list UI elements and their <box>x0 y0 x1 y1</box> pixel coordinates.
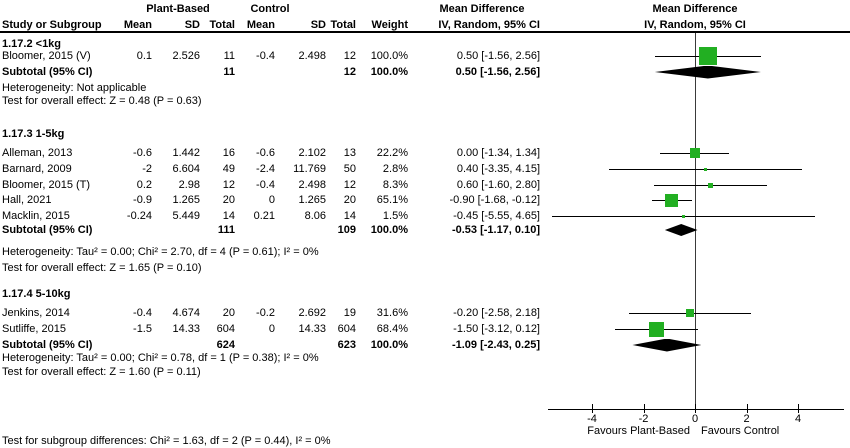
subtotal-pb-total: 624 <box>216 339 235 351</box>
col-c-sd: SD <box>310 19 326 31</box>
study-weight: 100.0% <box>370 50 408 62</box>
study-pb-sd: 4.674 <box>172 307 200 319</box>
md-header-left: Mean Difference <box>439 3 525 15</box>
study-weight: 65.1% <box>376 194 408 206</box>
study-weight: 31.6% <box>376 307 408 319</box>
study-pb-sd: 14.33 <box>172 323 200 335</box>
col-pb-total: Total <box>209 19 235 31</box>
study-pb-total: 16 <box>222 147 235 159</box>
md-header-plot: Mean Difference <box>652 3 738 15</box>
study-pb-mean: -0.6 <box>133 147 152 159</box>
study-name: Bloomer, 2015 (T) <box>2 179 91 191</box>
study-ci-text: 0.00 [-1.34, 1.34] <box>456 147 540 159</box>
subtotal-diamond <box>632 339 701 352</box>
study-ci-text: -0.20 [-2.58, 2.18] <box>453 307 540 319</box>
study-pb-sd: 2.526 <box>172 50 200 62</box>
study-name: Hall, 2021 <box>2 194 52 206</box>
study-pb-total: 604 <box>216 323 235 335</box>
subtotal-label: Subtotal (95% CI) <box>2 224 93 236</box>
study-pb-mean: -0.24 <box>126 210 152 222</box>
study-c-total: 13 <box>343 147 356 159</box>
study-name: Alleman, 2013 <box>2 147 73 159</box>
study-name: Bloomer, 2015 (V) <box>2 50 91 62</box>
study-pb-sd: 1.442 <box>172 147 200 159</box>
study-c-mean: -0.4 <box>256 50 275 62</box>
method-header-plot: IV, Random, 95% CI <box>644 19 746 31</box>
study-c-sd: 14.33 <box>298 323 326 335</box>
study-c-total: 50 <box>343 163 356 175</box>
zero-line <box>695 33 696 409</box>
effect-square <box>708 183 713 188</box>
col-study: Study or Subgroup <box>2 19 102 31</box>
study-name: Jenkins, 2014 <box>2 307 70 319</box>
study-pb-mean: -0.9 <box>133 194 152 206</box>
subtotal-c-total: 12 <box>343 66 356 78</box>
col-c-mean: Mean <box>246 19 275 31</box>
effect-square <box>699 47 717 65</box>
subgroup-differences-test: Test for subgroup differences: Chi² = 1.63, df = 2 (P = 0.44), I² = 0% <box>2 435 331 447</box>
axis-tick-label: -2 <box>638 413 649 425</box>
study-pb-total: 20 <box>222 194 235 206</box>
axis-tick-label: -4 <box>587 413 597 425</box>
subtotal-diamond <box>655 66 761 79</box>
study-c-sd: 2.692 <box>298 307 326 319</box>
study-pb-sd: 6.604 <box>172 163 200 175</box>
study-weight: 2.8% <box>382 163 408 175</box>
study-pb-total: 12 <box>222 179 235 191</box>
subtotal-c-total: 109 <box>337 224 356 236</box>
study-c-mean: -0.2 <box>256 307 275 319</box>
study-pb-mean: 0.2 <box>136 179 152 191</box>
axis-tick-label: 4 <box>794 413 802 425</box>
study-pb-total: 14 <box>222 210 235 222</box>
overall-effect-text: Test for overall effect: Z = 1.60 (P = 0.11) <box>2 366 201 378</box>
study-ci-text: -0.90 [-1.68, -0.12] <box>449 194 540 206</box>
study-c-total: 12 <box>343 50 356 62</box>
overall-effect-text: Test for overall effect: Z = 1.65 (P = 0.10) <box>2 262 202 274</box>
study-c-sd: 8.06 <box>304 210 326 222</box>
axis-tick-label: 0 <box>691 413 699 425</box>
study-pb-mean: -1.5 <box>133 323 152 335</box>
subtotal-c-total: 623 <box>337 339 356 351</box>
effect-square <box>704 168 707 171</box>
study-weight: 8.3% <box>382 179 408 191</box>
study-c-total: 20 <box>343 194 356 206</box>
col-method: IV, Random, 95% CI <box>438 19 540 31</box>
subtotal-label: Subtotal (95% CI) <box>2 339 93 351</box>
col-pb-sd: SD <box>184 19 200 31</box>
study-name: Barnard, 2009 <box>2 163 72 175</box>
heterogeneity-text: Heterogeneity: Tau² = 0.00; Chi² = 0.78, df = 1 (P = 0.38); I² = 0% <box>2 352 319 364</box>
study-c-total: 604 <box>337 323 356 335</box>
study-c-sd: 2.498 <box>298 50 326 62</box>
study-ci-text: 0.50 [-1.56, 2.56] <box>456 50 540 62</box>
study-ci-text: 0.60 [-1.60, 2.80] <box>456 179 540 191</box>
axis-tick-label: 2 <box>743 413 750 425</box>
study-c-sd: 2.102 <box>298 147 326 159</box>
study-name: Macklin, 2015 <box>2 210 70 222</box>
favours-right-label: Favours Control <box>701 425 780 437</box>
effect-square <box>682 215 685 218</box>
study-pb-mean: -2 <box>142 163 152 175</box>
subtotal-label: Subtotal (95% CI) <box>2 66 93 78</box>
subtotal-weight: 100.0% <box>370 66 408 78</box>
study-c-mean: -0.6 <box>256 147 275 159</box>
subgroup-title: 1.17.2 <1kg <box>2 38 62 50</box>
favours-left-label: Favours Plant-Based <box>587 425 690 437</box>
subtotal-ci: -0.53 [-1.17, 0.10] <box>451 224 540 236</box>
group-header-plant-based: Plant-Based <box>146 3 210 15</box>
subtotal-weight: 100.0% <box>370 339 408 351</box>
heterogeneity-text: Heterogeneity: Not applicable <box>2 82 147 94</box>
study-weight: 68.4% <box>376 323 408 335</box>
study-c-mean: 0 <box>268 323 275 335</box>
subtotal-pb-total: 11 <box>223 66 235 78</box>
study-ci-text: -0.45 [-5.55, 4.65] <box>453 210 540 222</box>
subtotal-weight: 100.0% <box>370 224 408 236</box>
study-pb-sd: 5.449 <box>172 210 200 222</box>
study-pb-total: 20 <box>222 307 235 319</box>
study-c-sd: 1.265 <box>298 194 326 206</box>
study-pb-sd: 1.265 <box>172 194 200 206</box>
study-c-mean: 0 <box>268 194 275 206</box>
col-c-total: Total <box>330 19 356 31</box>
study-c-mean: -2.4 <box>256 163 275 175</box>
study-c-total: 12 <box>343 179 356 191</box>
col-weight: Weight <box>371 19 408 31</box>
study-pb-sd: 2.98 <box>178 179 200 191</box>
study-c-mean: -0.4 <box>256 179 275 191</box>
study-pb-mean: -0.4 <box>133 307 152 319</box>
study-name: Sutliffe, 2015 <box>2 323 67 335</box>
subtotal-ci: -1.09 [-2.43, 0.25] <box>451 339 540 351</box>
effect-square <box>686 309 694 317</box>
study-weight: 1.5% <box>382 210 408 222</box>
study-pb-total: 11 <box>223 50 235 62</box>
subtotal-pb-total: 111 <box>217 224 235 236</box>
study-pb-mean: 0.1 <box>136 50 152 62</box>
study-ci-text: 0.40 [-3.35, 4.15] <box>456 163 540 175</box>
col-pb-mean: Mean <box>123 19 152 31</box>
subtotal-ci: 0.50 [-1.56, 2.56] <box>455 66 540 78</box>
study-ci-text: -1.50 [-3.12, 0.12] <box>453 323 540 335</box>
overall-effect-text: Test for overall effect: Z = 0.48 (P = 0.63) <box>2 95 202 107</box>
study-c-mean: 0.21 <box>253 210 275 222</box>
subtotal-diamond <box>665 224 698 236</box>
effect-square <box>649 322 664 337</box>
subgroup-title: 1.17.3 1-5kg <box>2 128 65 140</box>
study-c-total: 14 <box>343 210 356 222</box>
effect-square <box>665 194 678 207</box>
heterogeneity-text: Heterogeneity: Tau² = 0.00; Chi² = 2.70, df = 4 (P = 0.61); I² = 0% <box>2 246 319 258</box>
effect-square <box>690 148 700 158</box>
study-c-sd: 2.498 <box>298 179 326 191</box>
study-weight: 22.2% <box>376 147 408 159</box>
subgroup-title: 1.17.4 5-10kg <box>2 288 71 300</box>
study-c-sd: 11.769 <box>293 163 326 175</box>
study-pb-total: 49 <box>222 163 235 175</box>
header-separator <box>0 31 850 33</box>
group-header-control: Control <box>250 3 290 15</box>
study-c-total: 19 <box>343 307 356 319</box>
